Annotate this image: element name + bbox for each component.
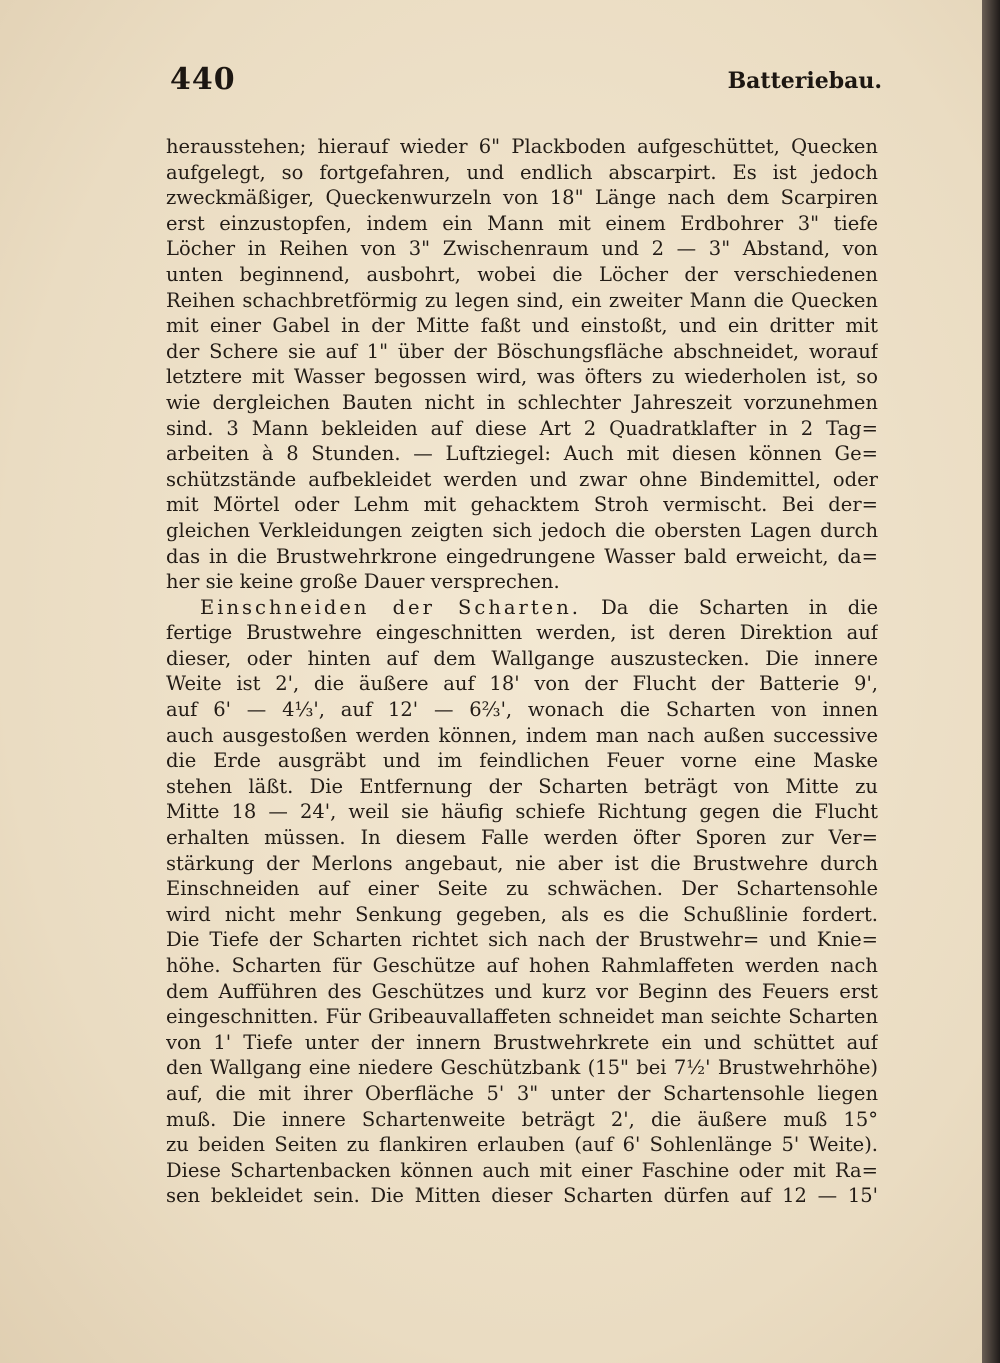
text-line: den Wallgang eine niedere Geschützbank (15" bei 7½' Brustwehrhöhe) bbox=[166, 1056, 878, 1080]
text-line: eingeschnitten. Für Gribeauvallaffeten schneidet man seichte Scharten bbox=[166, 1005, 878, 1029]
text-line: Weite ist 2', die äußere auf 18' von der Flucht der Batterie 9', bbox=[166, 672, 878, 696]
text-line: zu beiden Seiten zu flankiren erlauben (auf 6' Sohlenlänge 5' Weite). bbox=[166, 1133, 878, 1157]
text-line: stehen läßt. Die Entfernung der Scharten beträgt von Mitte zu bbox=[166, 774, 878, 798]
text-line: das in die Brustwehrkrone eingedrungene Wasser bald erweicht, da= bbox=[166, 544, 878, 568]
text-line: schützstände aufbekleidet werden und zwar ohne Bindemittel, oder bbox=[166, 467, 878, 491]
text-line: Einschneiden auf einer Seite zu schwächen. Der Schartensohle bbox=[166, 877, 878, 901]
text-line bbox=[166, 595, 878, 621]
text-line: Reihen schachbretförmig zu legen sind, ein zweiter Mann die Quecken bbox=[166, 288, 878, 312]
book-spine-edge bbox=[982, 0, 1000, 1363]
page-header bbox=[170, 62, 882, 102]
text-line: von 1' Tiefe unter der innern Brustwehrkrete ein und schüttet auf bbox=[166, 1030, 878, 1054]
text-line: fertige Brustwehre eingeschnitten werden, ist deren Direktion auf bbox=[166, 621, 878, 645]
text-line: letztere mit Wasser begossen wird, was öfters zu wiederholen ist, so bbox=[166, 365, 878, 389]
text-line: Löcher in Reihen von 3" Zwischenraum und 2 — 3" Abstand, von bbox=[166, 237, 878, 261]
text-line: dem Aufführen des Geschützes und kurz vor Beginn des Feuers erst bbox=[166, 979, 878, 1003]
text-line: Mitte 18 — 24', weil sie häufig schiefe Richtung gegen die Flucht bbox=[166, 800, 878, 824]
text-line: sind. 3 Mann bekleiden auf diese Art 2 Quadratklafter in 2 Tag= bbox=[166, 416, 878, 440]
text-line: arbeiten à 8 Stunden. — Luftziegel: Auch mit diesen können Ge= bbox=[166, 442, 878, 466]
text-line: der Schere sie auf 1" über der Böschungsfläche abschneidet, worauf bbox=[166, 339, 878, 363]
text-line: sen bekleidet sein. Die Mitten dieser Scharten dürfen auf 12 — 15' bbox=[166, 1184, 878, 1208]
text-line: wird nicht mehr Senkung gegeben, als es die Schußlinie fordert. bbox=[166, 902, 878, 926]
text-line: auf, die mit ihrer Oberfläche 5' 3" unter der Schartensohle liegen bbox=[166, 1081, 878, 1105]
text-line: mit Mörtel oder Lehm mit gehacktem Stroh vermischt. Bei der= bbox=[166, 493, 878, 517]
text-line: höhe. Scharten für Geschütze auf hohen Rahmlaffeten werden nach bbox=[166, 954, 878, 977]
text-line: die Erde ausgräbt und im feindlichen Feuer vorne eine Maske bbox=[166, 749, 878, 773]
paragraph-1 bbox=[166, 134, 878, 595]
page-number: 440 bbox=[170, 62, 236, 97]
text-line: gleichen Verkleidungen zeigten sich jedoch die obersten Lagen durch bbox=[166, 518, 878, 542]
text-line: muß. Die innere Schartenweite beträgt 2', die äußere muß 15° bbox=[166, 1107, 878, 1131]
text-line: zweckmäßiger, Queckenwurzeln von 18" Länge nach dem Scarpiren bbox=[166, 186, 878, 210]
text-line: erst einzustopfen, indem ein Mann mit einem Erdbohrer 3" tiefe bbox=[166, 211, 878, 235]
text-line: herausstehen; hierauf wieder 6" Plackboden aufgeschüttet, Quecken bbox=[166, 135, 878, 158]
text-line: mit einer Gabel in der Mitte faßt und einstoßt, und ein dritter mit bbox=[166, 314, 878, 338]
text-line: her sie keine große Dauer versprechen. bbox=[166, 570, 560, 594]
text-line: auf 6' — 4⅓', auf 12' — 6⅔', wonach die Scharten von innen bbox=[166, 698, 878, 722]
text-line: unten beginnend, ausbohrt, wobei die Löcher der verschiedenen bbox=[166, 262, 878, 286]
section-heading: Einschneiden der Scharten. bbox=[200, 595, 581, 619]
text-line: wie dergleichen Bauten nicht in schlechter Jahreszeit vorzunehmen bbox=[166, 390, 878, 414]
text-line: Diese Schartenbacken können auch mit einer Faschine oder mit Ra= bbox=[166, 1158, 878, 1182]
text-line: aufgelegt, so fortgefahren, und endlich abscarpirt. Es ist jedoch bbox=[166, 160, 878, 184]
text-line: auch ausgestoßen werden können, indem man nach außen successive bbox=[166, 723, 878, 747]
text-line: erhalten müssen. In diesem Falle werden öfter Sporen zur Ver= bbox=[166, 826, 878, 850]
paragraph-2 bbox=[166, 595, 878, 1209]
running-title: Batteriebau. bbox=[727, 68, 882, 94]
text-line: Die Tiefe der Scharten richtet sich nach der Brustwehr= und Knie= bbox=[166, 928, 878, 952]
text-line: dieser, oder hinten auf dem Wallgange auszustecken. Die innere bbox=[166, 646, 878, 670]
text-line: stärkung der Merlons angebaut, nie aber ist die Brustwehre durch bbox=[166, 851, 878, 875]
body-text bbox=[166, 134, 878, 1209]
heading-line-rest: Da die Scharten in die bbox=[580, 595, 878, 619]
